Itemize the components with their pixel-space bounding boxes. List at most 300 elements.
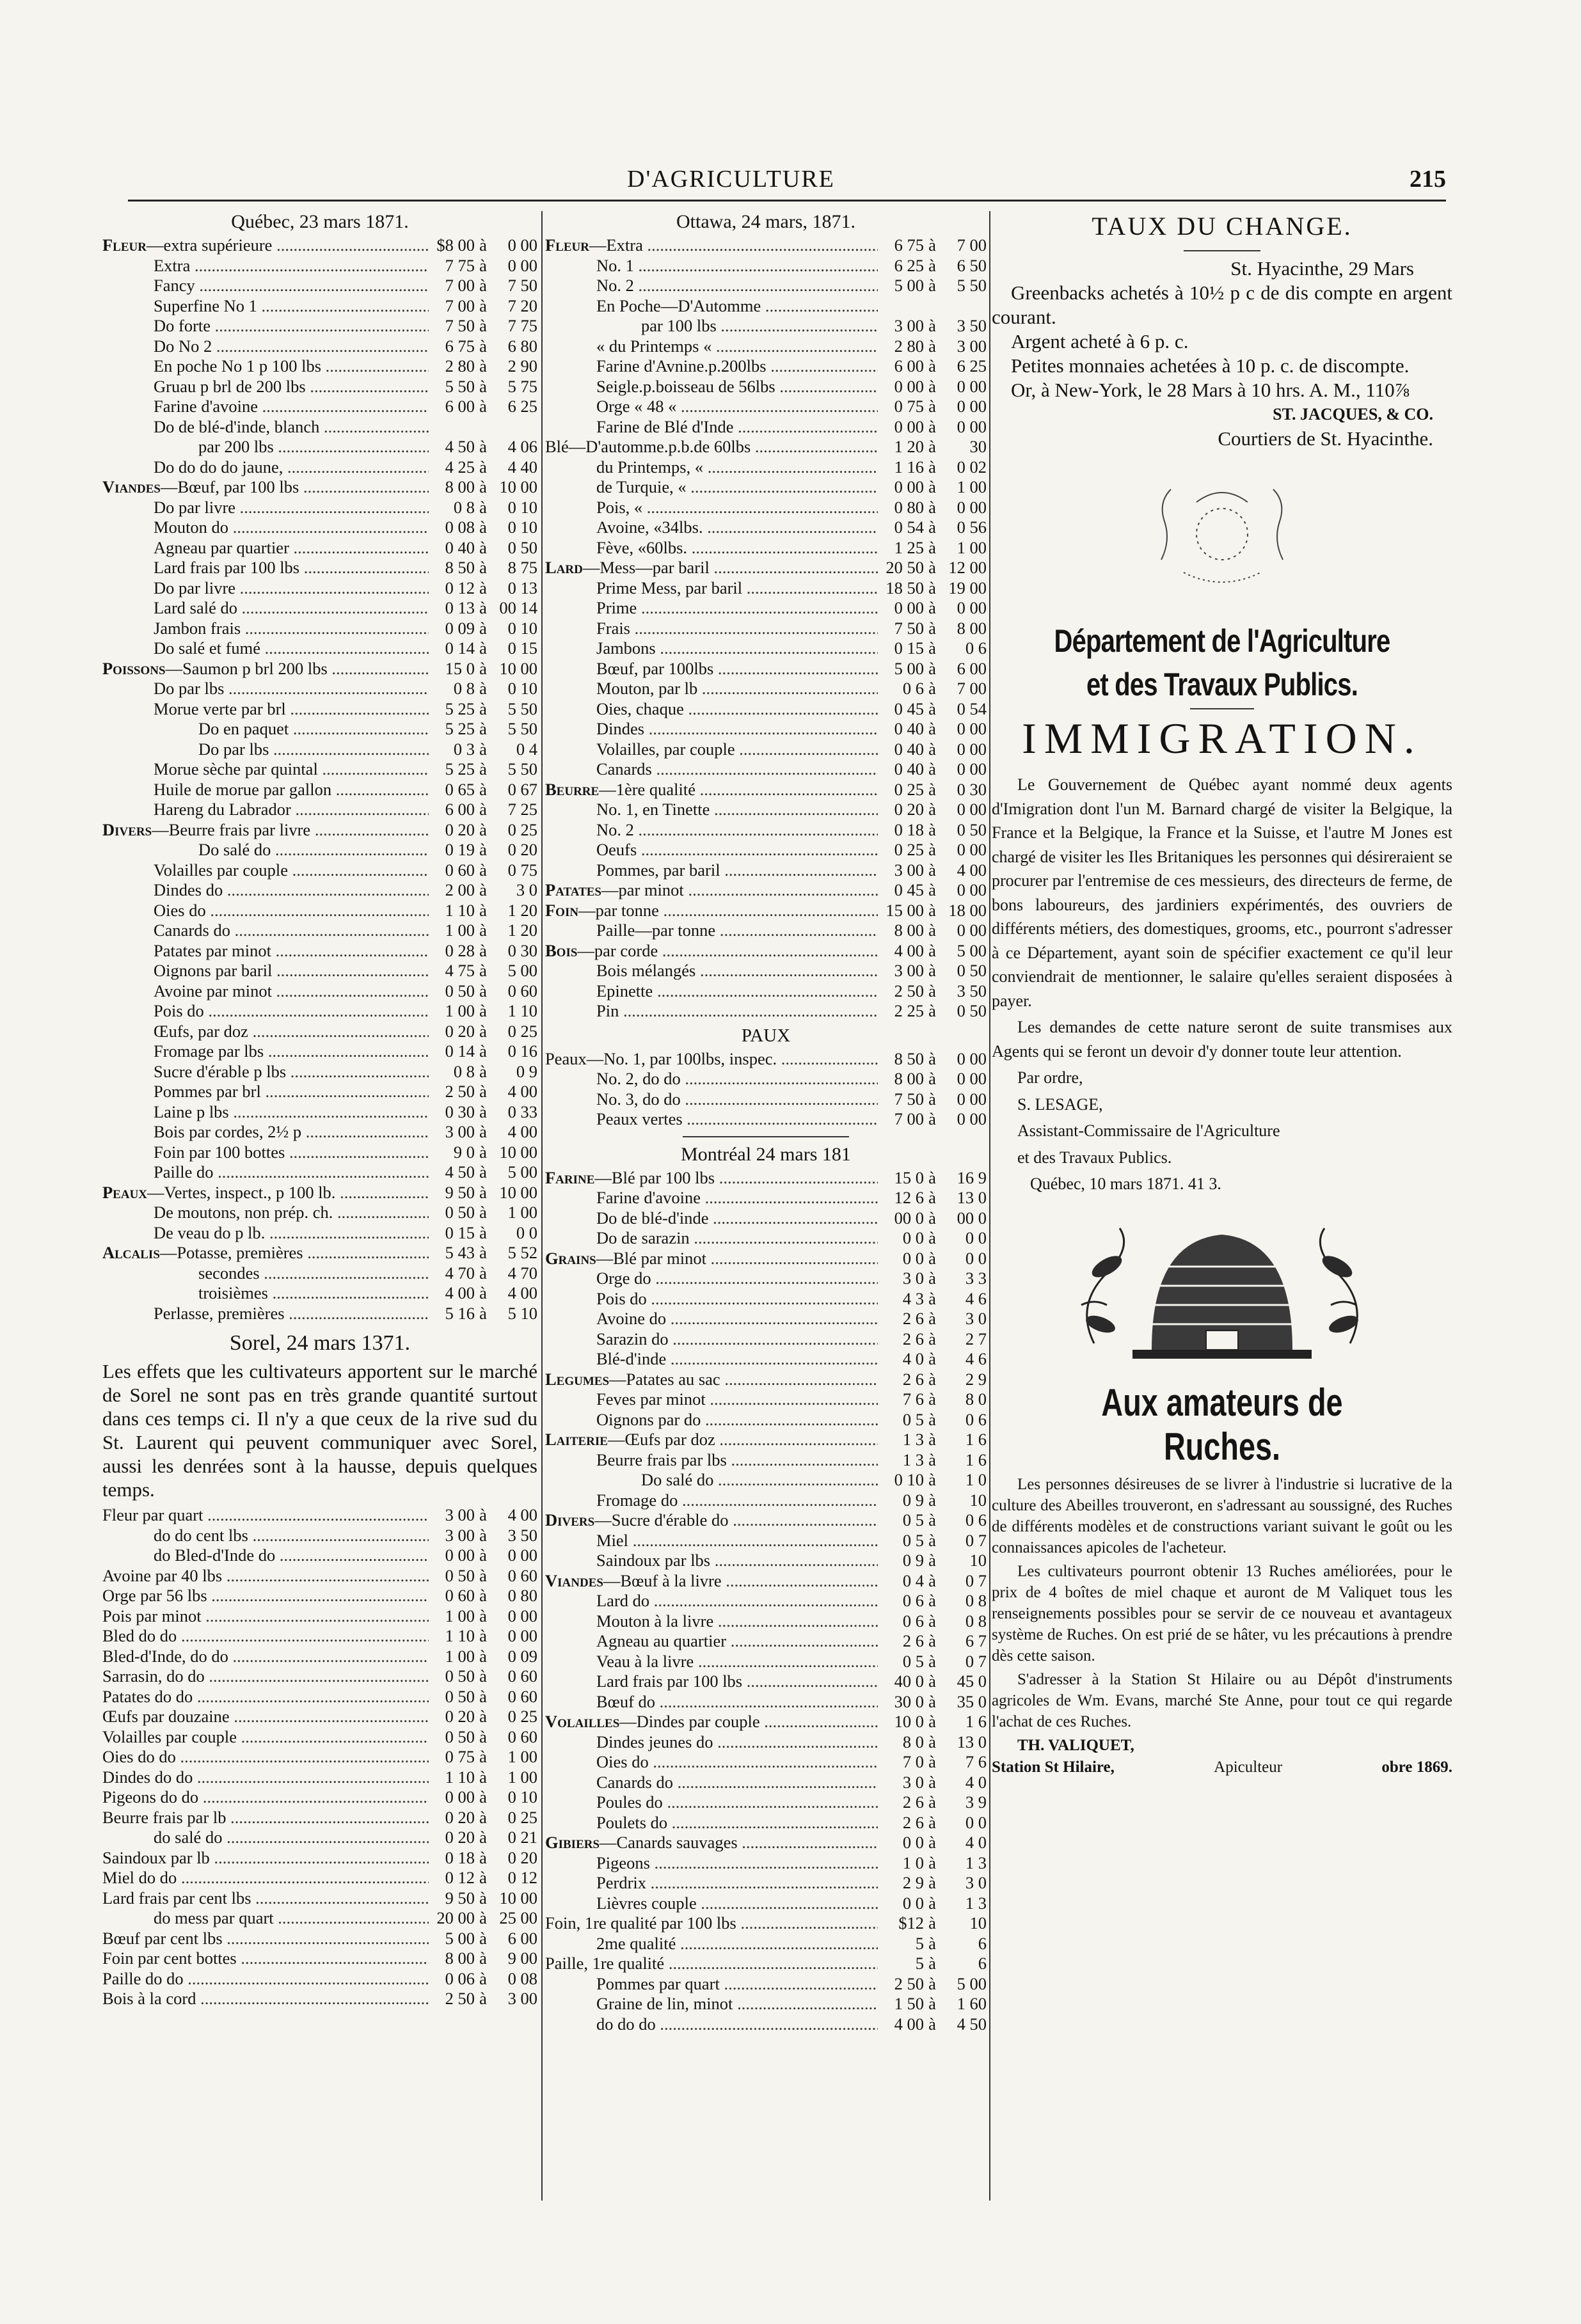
price-high: 1 10	[507, 1001, 537, 1020]
price-row	[102, 780, 537, 800]
price-low: 6 00	[894, 356, 924, 375]
price-label	[545, 1692, 878, 1712]
price-high: 0 60	[507, 1686, 537, 1706]
price-low: 1 25	[894, 537, 924, 557]
price-row	[545, 1430, 987, 1450]
price-high: 3 00	[507, 1989, 537, 2008]
item-name: par 100 lbs	[641, 316, 717, 335]
range-separator: à	[928, 819, 936, 839]
item-name: Farine d'Avnine.p.200lbs	[596, 356, 767, 375]
price-row	[545, 1611, 987, 1632]
price-row	[102, 518, 537, 538]
price-label	[545, 235, 878, 256]
range-separator: à	[479, 518, 487, 537]
price-label	[545, 256, 878, 276]
item-name: Paille—par tonne	[596, 921, 716, 940]
item-name: Jambons	[596, 638, 656, 658]
price-label	[102, 296, 429, 317]
price-label	[102, 1082, 429, 1102]
price-row	[102, 1908, 537, 1929]
price-label	[545, 1269, 878, 1289]
price-label	[102, 1929, 429, 1949]
price-label	[545, 2014, 878, 2035]
price-label	[102, 1727, 429, 1748]
range-separator: à	[928, 518, 936, 537]
price-row	[545, 1490, 987, 1511]
price-row	[102, 1647, 537, 1667]
item-name: Do de blé-d'inde	[596, 1208, 709, 1228]
category-label: Poissons	[102, 658, 166, 678]
price-row	[545, 1410, 987, 1430]
price-label	[545, 336, 878, 357]
price-row	[545, 1591, 987, 1611]
range-separator: à	[479, 961, 487, 980]
price-label	[102, 759, 429, 780]
price-low: 5	[915, 1933, 924, 1953]
item-name: Pin	[596, 1001, 619, 1020]
price-row	[545, 1470, 987, 1490]
item-name: Perlasse, premières	[154, 1303, 285, 1323]
price-label	[102, 719, 429, 739]
price-low: 0 75	[445, 1747, 475, 1766]
price-low: 20 50	[886, 558, 924, 577]
price-row	[545, 457, 987, 478]
column-ottawa-montreal	[545, 211, 987, 2034]
quebec-price-list	[102, 235, 537, 1324]
range-separator: à	[479, 1505, 487, 1524]
item-name: Miel	[596, 1530, 629, 1550]
column-divider	[989, 211, 990, 2201]
price-row	[545, 1974, 987, 1995]
ottawa-peaux-list	[545, 1049, 987, 1130]
item-name: Lard salé do	[154, 598, 237, 617]
item-name: Paille do	[154, 1162, 214, 1182]
item-name: Miel do do	[102, 1868, 177, 1887]
price-row	[545, 1269, 987, 1289]
item-name: Pommes par quart	[596, 1973, 720, 1993]
price-row	[102, 498, 537, 518]
price-row	[102, 336, 537, 357]
price-low: 5 25	[445, 759, 475, 779]
price-high: 0 7	[965, 1651, 987, 1671]
item-name: de Turquie, «	[596, 477, 687, 496]
range-separator: à	[928, 1188, 936, 1207]
range-separator: à	[479, 940, 487, 960]
price-high: 0 25	[507, 819, 537, 839]
price-low: 2 6	[902, 1329, 924, 1348]
price-high: 0 15	[507, 638, 537, 658]
price-low: 0 5	[902, 1530, 924, 1550]
departement-rule	[1190, 708, 1254, 709]
price-label	[545, 840, 878, 860]
price-low: 0 20	[445, 1807, 475, 1827]
price-label	[545, 558, 878, 578]
price-label	[102, 1888, 429, 1909]
item-name: Farine de Blé d'Inde	[596, 416, 734, 436]
item-name: Mouton do	[154, 518, 229, 537]
price-high: 7 50	[507, 276, 537, 295]
price-row	[545, 1109, 987, 1130]
price-label	[102, 397, 429, 417]
price-label	[545, 1954, 878, 1974]
item-name: Do forte	[154, 316, 211, 335]
price-row	[545, 1349, 987, 1370]
price-label	[545, 1773, 878, 1793]
price-label	[545, 498, 878, 518]
price-label	[102, 417, 429, 438]
item-name: Peaux vertes	[596, 1109, 683, 1128]
price-label	[102, 1545, 429, 1566]
price-row	[545, 1692, 987, 1712]
price-label	[545, 1349, 878, 1370]
price-high: 1 6	[965, 1430, 987, 1449]
item-name: troisièmes	[198, 1283, 268, 1302]
price-high: 0 10	[507, 618, 537, 638]
range-separator: à	[928, 1089, 936, 1109]
price-high: 5 50	[507, 719, 537, 738]
price-label	[102, 659, 429, 679]
range-separator: à	[479, 1787, 487, 1806]
price-low: 30 0	[894, 1691, 924, 1711]
price-label	[545, 1430, 878, 1450]
price-high: 0 6	[965, 638, 987, 658]
price-row	[102, 1848, 537, 1869]
price-row	[102, 659, 537, 679]
price-low: 40 0	[894, 1672, 924, 1691]
price-low: 0 20	[894, 800, 924, 819]
price-low: 10 0	[894, 1712, 924, 1731]
price-label	[545, 457, 878, 478]
range-separator: à	[928, 779, 936, 799]
item-name: Epinette	[596, 981, 653, 1000]
price-label	[545, 1732, 878, 1753]
range-separator: à	[928, 1208, 936, 1228]
range-separator: à	[928, 1430, 936, 1449]
price-low: 1 0	[902, 1853, 924, 1872]
price-row	[545, 780, 987, 800]
price-high: 3 0	[965, 1309, 987, 1328]
price-label	[545, 1049, 878, 1070]
price-high: 0 20	[507, 1847, 537, 1867]
taux-line: Greenbacks achetés à 10½ p c de dis compte en argent courant.	[992, 281, 1452, 328]
price-low: 0 50	[445, 1727, 475, 1746]
range-separator: à	[479, 1565, 487, 1585]
item-name: En Poche—D'Automme	[596, 296, 761, 315]
price-low: 2 80	[445, 356, 475, 375]
price-high: 3 0	[516, 880, 537, 899]
price-high: 0 02	[957, 457, 987, 477]
range-separator: à	[479, 921, 487, 940]
price-high: 6 50	[957, 255, 987, 275]
price-low: 0 00	[894, 477, 924, 496]
price-row	[545, 256, 987, 276]
price-high: 5 00	[507, 961, 537, 980]
range-separator: à	[479, 618, 487, 638]
category-label: Gibiers	[545, 1833, 600, 1852]
item-name: Beurre frais par lb	[102, 1807, 226, 1827]
ruches-footer	[992, 1759, 1452, 1776]
price-row	[545, 1188, 987, 1208]
range-separator: à	[479, 699, 487, 718]
price-low: 1 10	[445, 1767, 475, 1787]
price-high: 0 0	[965, 1228, 987, 1247]
price-high: 4 0	[965, 1833, 987, 1852]
price-high: 1 00	[957, 537, 987, 557]
price-low: 5 16	[445, 1303, 475, 1323]
price-label	[102, 941, 429, 961]
category-label: Patates	[545, 880, 601, 899]
price-high: 3 3	[965, 1269, 987, 1288]
price-label	[102, 1969, 429, 1989]
item-name: Gruau p brl de 200 lbs	[154, 376, 306, 396]
price-high: 13 0	[957, 1732, 987, 1751]
price-low: 2 50	[894, 1973, 924, 1993]
price-high: 0 10	[507, 679, 537, 698]
item-name: De veau do p lb.	[154, 1222, 266, 1242]
price-label	[102, 1283, 429, 1304]
category-label: Fleur	[545, 235, 589, 255]
price-label	[102, 961, 429, 981]
range-separator: à	[479, 1243, 487, 1262]
item-name: —Blé par minot	[596, 1248, 706, 1268]
ruches-paragraph: Les personnes désireuses de se livrer à l'industrie si lucrative de la culture des Abeilles trouveront, en s'adressant au soussigné, des Ruches de différents modèles et de constructions variant suivant le goût ou les connaissances apicoles de l'acheteur.	[992, 1475, 1452, 1556]
price-high: 4 06	[507, 437, 537, 456]
price-label	[545, 1168, 878, 1189]
price-label	[545, 276, 878, 296]
price-low: 0 14	[445, 1041, 475, 1061]
item-name: No. 3, do do	[596, 1089, 681, 1109]
item-name: Lard frais par cent lbs	[102, 1888, 251, 1908]
price-label	[102, 477, 429, 498]
price-row	[545, 1672, 987, 1692]
price-label	[102, 256, 429, 276]
price-row	[545, 1752, 987, 1773]
item-name: Foin, 1re qualité par 100 lbs	[545, 1913, 736, 1933]
price-row	[545, 1089, 987, 1110]
price-low: 0 6	[902, 679, 924, 698]
price-label	[545, 880, 878, 901]
price-row	[102, 1808, 537, 1828]
price-label	[102, 1586, 429, 1606]
range-separator: à	[928, 739, 936, 759]
price-high: 10	[969, 1551, 987, 1570]
item-name: —Patates au sac	[609, 1369, 720, 1389]
price-high: 0 00	[957, 497, 987, 517]
price-low: 0 18	[445, 1847, 475, 1867]
notice-date: Québec, 10 mars 1871. 41 3.	[1030, 1174, 1221, 1193]
range-separator: à	[928, 1994, 936, 2013]
price-row	[102, 880, 537, 901]
price-row	[545, 719, 987, 739]
price-low: 15 0	[445, 658, 475, 678]
range-separator: à	[479, 1142, 487, 1162]
range-separator: à	[928, 2014, 936, 2034]
price-label	[102, 437, 429, 457]
price-low: 2 6	[902, 1812, 924, 1832]
price-row	[545, 276, 987, 296]
price-high: 45 0	[957, 1672, 987, 1691]
price-row	[545, 638, 987, 659]
price-label	[545, 1672, 878, 1692]
price-label	[102, 356, 429, 377]
price-row	[545, 1913, 987, 1934]
price-low: 8 00	[894, 1069, 924, 1088]
price-high: 7 6	[965, 1752, 987, 1771]
price-low: 20 00	[436, 1908, 475, 1927]
price-row	[545, 961, 987, 981]
item-name: Canards	[596, 759, 652, 779]
price-label	[545, 598, 878, 619]
price-high: 4 6	[965, 1288, 987, 1308]
price-high: 0 0	[965, 1248, 987, 1268]
taux-line: Petites monnaies achetées à 10 p. c. de discompte.	[1011, 354, 1410, 377]
price-low: 0 50	[445, 1686, 475, 1706]
price-label	[545, 780, 878, 800]
price-label	[545, 1913, 878, 1934]
item-name: —Vertes, inspect., p 100 lb.	[147, 1182, 336, 1202]
ottawa-peaux-title: PAUX	[741, 1025, 791, 1046]
price-high: 0 30	[957, 779, 987, 799]
price-row	[545, 739, 987, 760]
price-row	[102, 1888, 537, 1909]
price-row	[102, 1223, 537, 1244]
price-label	[102, 538, 429, 558]
price-high: 0 25	[507, 1807, 537, 1827]
price-high: 4 00	[507, 1283, 537, 1302]
range-separator: à	[928, 759, 936, 779]
price-high: 12 00	[948, 558, 987, 577]
price-high: 6 7	[965, 1631, 987, 1650]
price-high: 0 00	[957, 416, 987, 436]
price-low: 0 0	[902, 1248, 924, 1268]
item-name: —Potasse, premières	[159, 1243, 303, 1262]
price-high: 0 50	[957, 961, 987, 980]
price-row	[102, 1162, 537, 1183]
taux-firm: ST. JACQUES, & CO.	[1273, 405, 1433, 423]
price-high: 5 52	[507, 1243, 537, 1262]
price-row	[102, 1304, 537, 1324]
range-separator: à	[479, 1082, 487, 1101]
price-row	[102, 1929, 537, 1949]
price-label	[545, 1510, 878, 1531]
range-separator: à	[928, 255, 936, 275]
item-name: Bœuf do	[596, 1691, 656, 1711]
price-row	[102, 1606, 537, 1627]
price-low: 4 25	[445, 457, 475, 477]
range-separator: à	[928, 1591, 936, 1610]
price-row	[102, 598, 537, 619]
price-label	[102, 235, 429, 256]
item-name: —par minot	[601, 880, 684, 899]
price-row	[102, 276, 537, 296]
item-name: Volailles par couple	[102, 1727, 237, 1746]
price-label	[545, 1591, 878, 1611]
range-separator: à	[928, 1893, 936, 1913]
range-separator: à	[928, 1109, 936, 1128]
price-row	[102, 1022, 537, 1042]
range-separator: à	[479, 880, 487, 899]
range-separator: à	[479, 1807, 487, 1827]
price-low: $12	[898, 1913, 924, 1933]
price-low: 2 50	[445, 1082, 475, 1101]
range-separator: à	[479, 255, 487, 275]
item-name: Pois, «	[596, 497, 643, 517]
price-label	[102, 1162, 429, 1183]
price-low: 0 20	[445, 1828, 475, 1847]
price-row	[545, 1732, 987, 1753]
price-low: 4 0	[902, 1349, 924, 1368]
price-high: 1 20	[507, 921, 537, 940]
item-name: Peaux—No. 1, par 100lbs, inspec.	[545, 1048, 777, 1068]
range-separator: à	[479, 457, 487, 477]
price-label	[102, 1223, 429, 1244]
signer-role: Assistant-Commissaire de l'Agriculture	[1017, 1121, 1280, 1140]
price-low: 0 18	[894, 819, 924, 839]
price-high: 3 0	[965, 1873, 987, 1892]
price-row	[545, 1249, 987, 1269]
range-separator: à	[479, 336, 487, 356]
price-label	[545, 1813, 878, 1833]
price-row	[545, 477, 987, 498]
price-low: 0 8	[453, 1061, 475, 1081]
price-row	[545, 1370, 987, 1390]
price-low: 5 00	[894, 658, 924, 678]
price-low: 6 00	[445, 800, 475, 819]
price-label	[545, 638, 878, 659]
price-row	[545, 437, 987, 457]
item-name: Oignons par do	[596, 1409, 701, 1429]
price-label	[545, 1792, 878, 1813]
price-high: 3 9	[965, 1792, 987, 1812]
price-low: 4 00	[894, 940, 924, 960]
price-low: 3 0	[902, 1772, 924, 1792]
range-separator: à	[479, 1041, 487, 1061]
price-low: 0 54	[894, 518, 924, 537]
price-row	[545, 1551, 987, 1571]
item-name: Jambon frais	[154, 618, 241, 638]
departement-title-2: et des Travaux Publics.	[1086, 667, 1358, 702]
price-label	[545, 1188, 878, 1208]
price-label	[102, 1203, 429, 1223]
price-high: 1 00	[957, 477, 987, 496]
price-low: 9 50	[445, 1888, 475, 1908]
item-name: No. 1, en Tinette	[596, 800, 710, 819]
item-name: Farine d'avoine	[596, 1188, 701, 1207]
item-name: Do No 2	[154, 336, 212, 356]
range-separator: à	[479, 1021, 487, 1041]
range-separator: à	[928, 1409, 936, 1429]
price-label	[545, 1551, 878, 1571]
price-high: 7 00	[957, 235, 987, 255]
price-low: 5 43	[445, 1243, 475, 1262]
price-label	[545, 1249, 878, 1269]
price-row	[545, 558, 987, 578]
price-high: 0 00	[507, 1606, 537, 1625]
price-high: 0 50	[507, 537, 537, 557]
price-low: 0 50	[445, 1565, 475, 1585]
item-name: Oies do	[596, 1752, 649, 1771]
price-row	[545, 417, 987, 438]
price-low: 3 00	[894, 860, 924, 880]
range-separator: à	[928, 1551, 936, 1570]
item-name: Lard frais par 100 lbs	[596, 1672, 743, 1691]
sorel-price-list	[102, 1505, 537, 2009]
range-separator: à	[928, 1631, 936, 1650]
price-high: 0 6	[965, 1409, 987, 1429]
price-high: 10 00	[499, 1142, 537, 1162]
price-label	[102, 1787, 429, 1808]
range-separator: à	[479, 1767, 487, 1787]
